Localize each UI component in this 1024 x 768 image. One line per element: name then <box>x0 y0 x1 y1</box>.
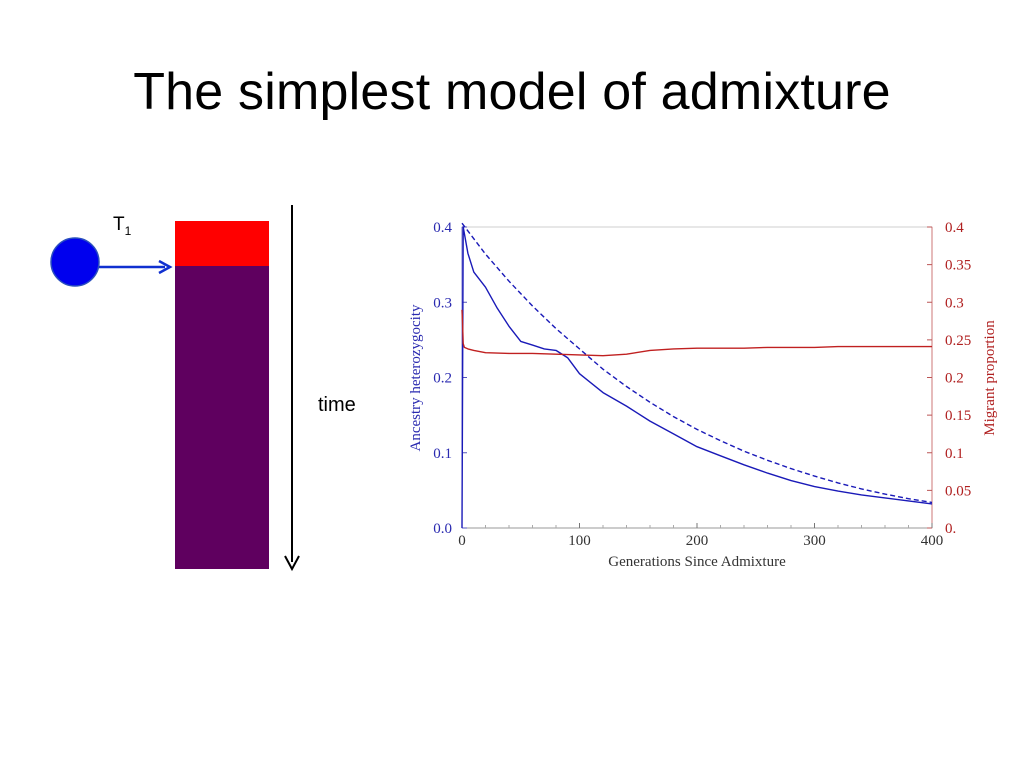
x-tick-label: 300 <box>803 533 826 549</box>
y-tick-label-right: 0. <box>945 521 957 537</box>
pulse-time-letter: T <box>113 214 125 235</box>
x-tick-label: 200 <box>685 533 709 549</box>
x-axis-label: Generations Since Admixture <box>608 554 786 570</box>
y-tick-label-right: 0.2 <box>945 370 964 387</box>
x-tick-label: 100 <box>568 533 591 549</box>
plot-frame <box>462 227 932 528</box>
axis-ticks <box>433 220 971 549</box>
y-tick-label-right: 0.05 <box>945 483 972 500</box>
x-tick-label: 400 <box>920 533 944 549</box>
y-tick-label-left: 0.0 <box>433 521 452 537</box>
time-label: time <box>318 394 356 416</box>
y-tick-label-right: 0.1 <box>945 445 964 462</box>
y-tick-label-right: 0.3 <box>945 295 964 312</box>
y-axis-label-right: Migrant proportion <box>982 320 998 436</box>
x-tick-label: 0 <box>458 533 466 549</box>
series-lines <box>462 223 932 528</box>
y-tick-label-right: 0.4 <box>945 220 964 236</box>
y-tick-label-left: 0.3 <box>433 295 452 312</box>
y-tick-label-left: 0.4 <box>433 220 452 236</box>
observed-heterozygosity-line <box>462 227 932 528</box>
slide-title: The simplest model of admixture <box>133 63 891 121</box>
y-tick-label-right: 0.35 <box>945 257 972 274</box>
plot-border <box>462 227 932 528</box>
y-tick-label-right: 0.25 <box>945 332 972 349</box>
y-axis-label-left: Ancestry heterozygocity <box>408 304 424 452</box>
y-tick-label-left: 0.1 <box>433 445 452 462</box>
expected-heterozygosity-line <box>462 223 932 502</box>
y-tick-label-left: 0.2 <box>433 370 452 387</box>
pulse-time-subscript: 1 <box>124 223 132 238</box>
migrant-proportion-line <box>462 310 932 356</box>
y-tick-label-right: 0.15 <box>945 408 972 425</box>
